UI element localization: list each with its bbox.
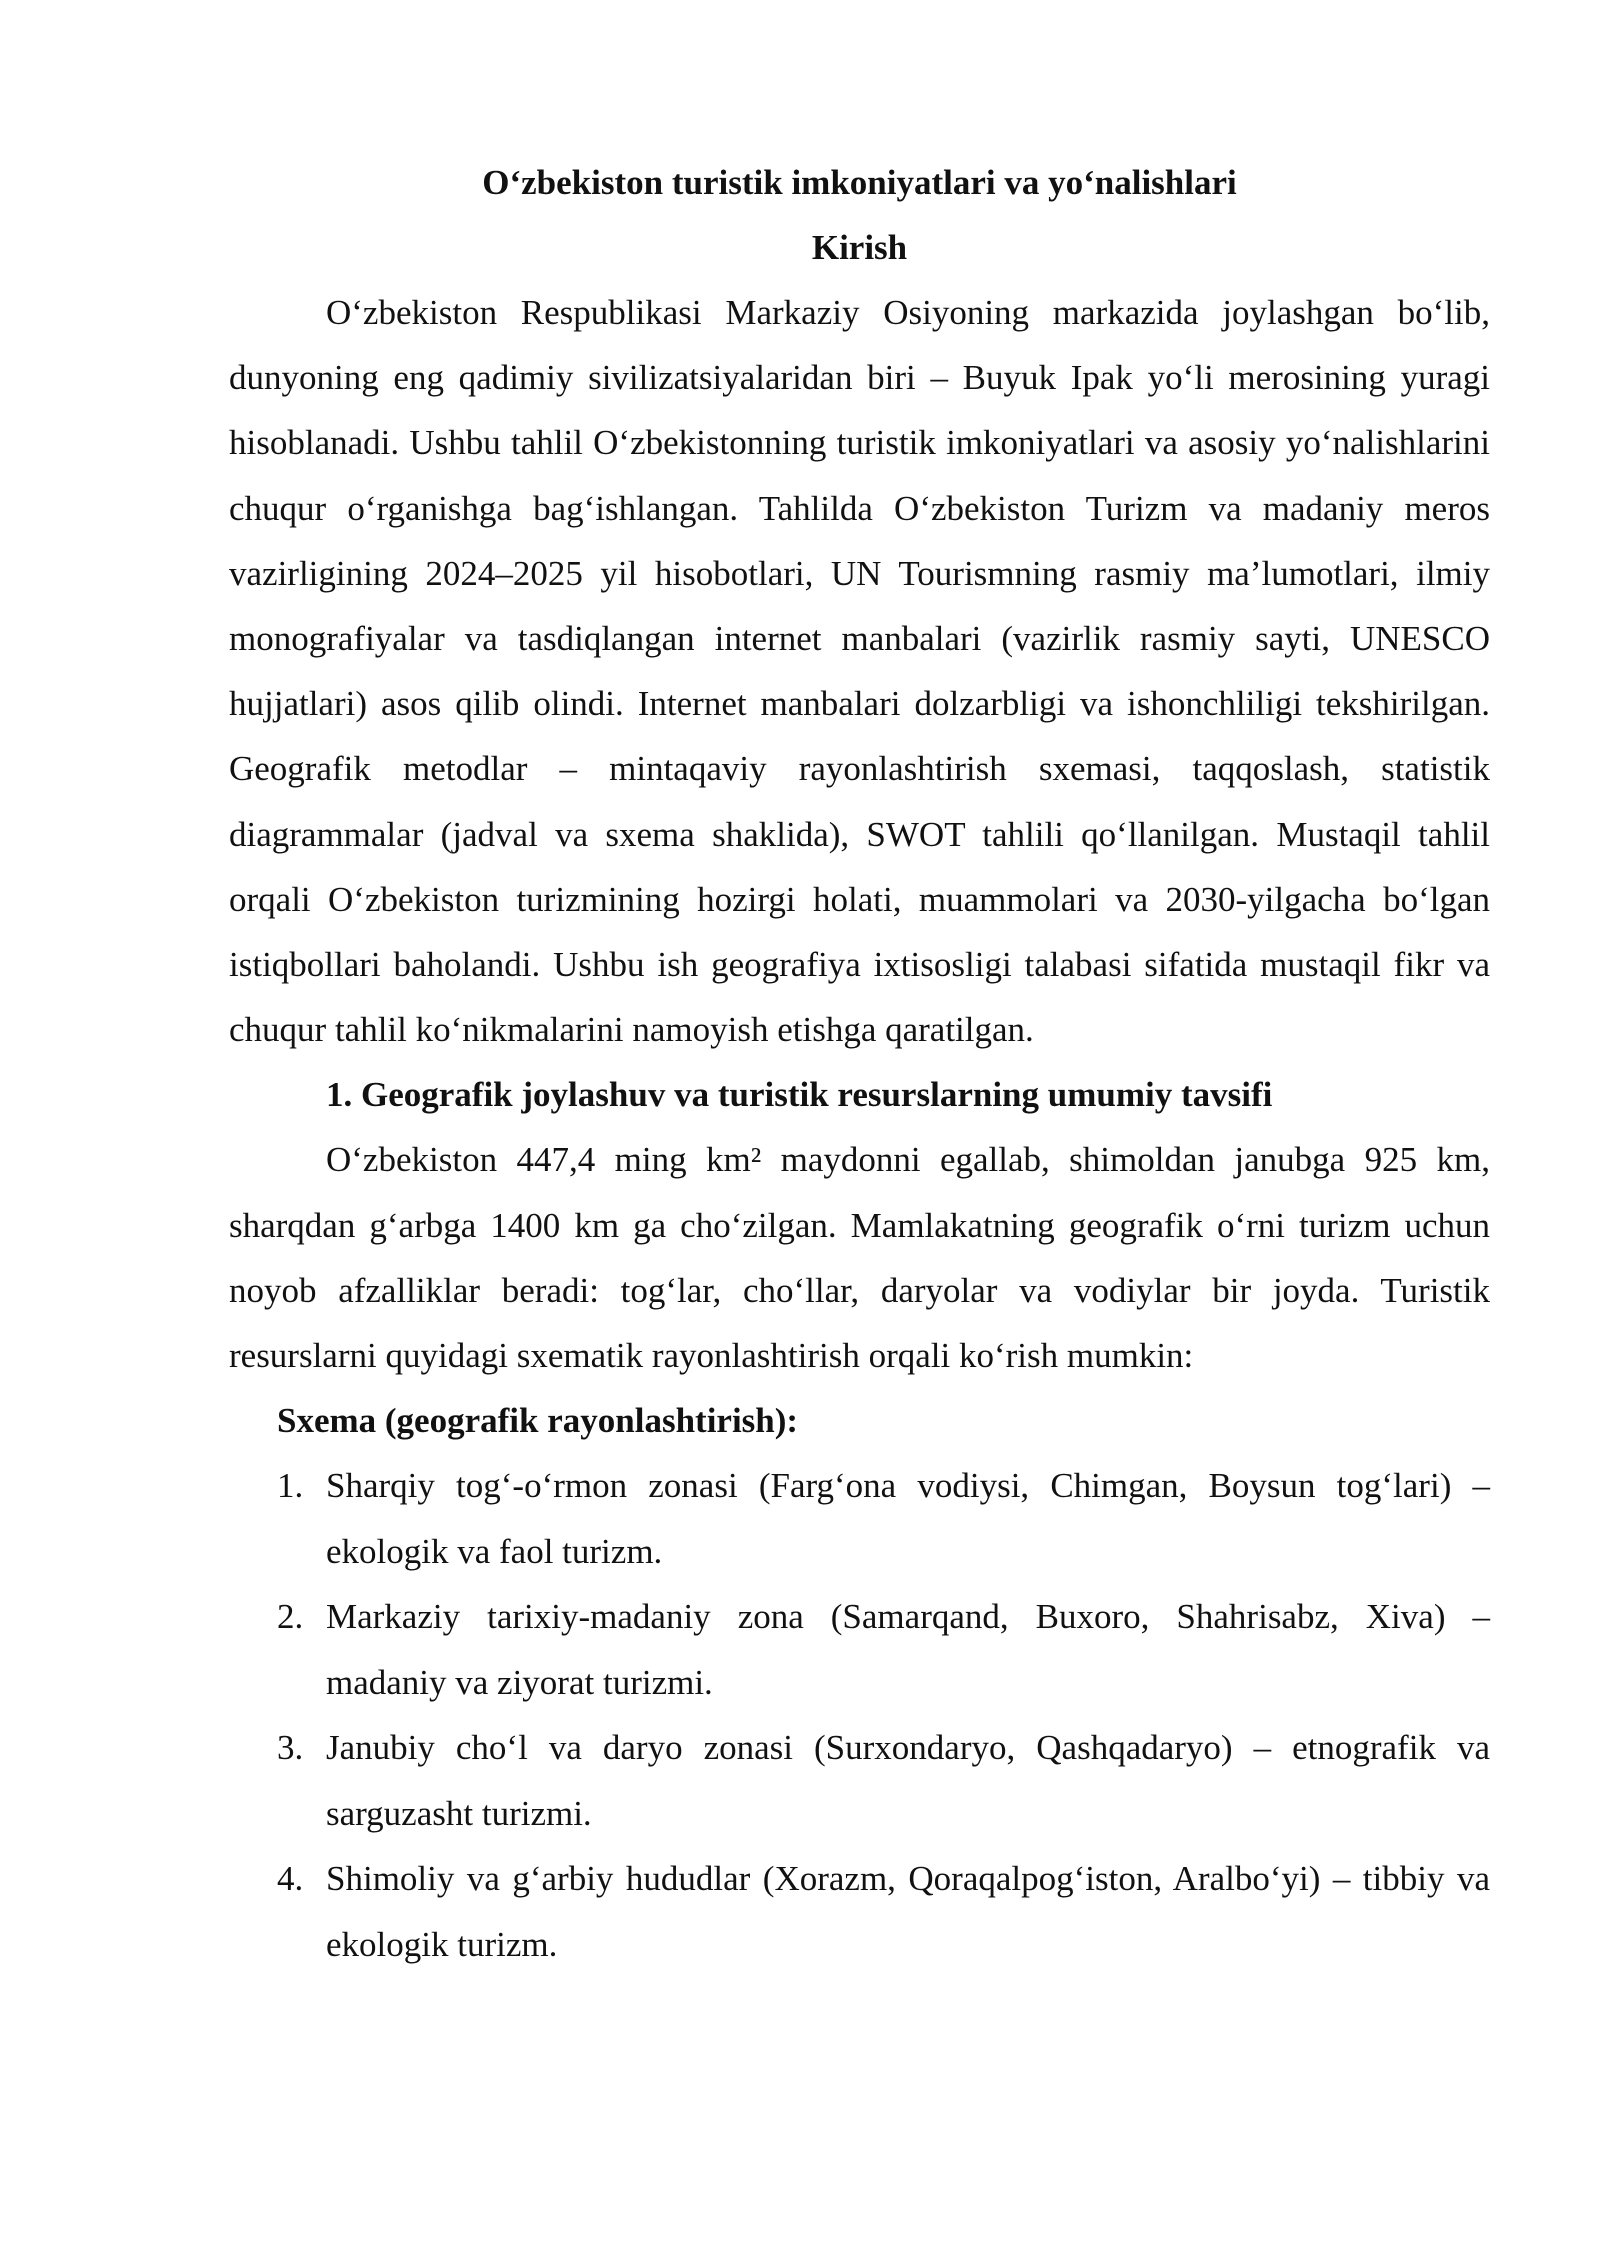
document-title: O‘zbekiston turistik imkoniyatlari va yo‘nalishlari: [482, 163, 1237, 202]
schema-item-4: [229, 1846, 1490, 1977]
schema-item-number: 1.: [277, 1466, 304, 1506]
schema-list: [229, 1453, 1490, 1977]
intro-paragraph: O‘zbekiston Respublikasi Markaziy Osiyoning markazida joylashgan bo‘lib, dunyoning eng qadimiy sivilizatsiyalaridan biri – Buyuk Ipak yo‘li merosining yuragi hisoblanadi. Ushbu tahlil O‘zbekistonning turistik imkoniyatlari va asosiy yo‘nalishlarini chuqur o‘rganishga bag‘ishlangan. Tahlilda O‘zbekiston Turizm va madaniy meros vazirligining 2024–2025 yil hisobotlari, UN Tourismning rasmiy ma’lumotlari, ilmiy monografiyalar va tasdiqlangan internet manbalari (vazirlik rasmiy sayti, UNESCO hujjatlari) asos qilib olindi. Internet manbalari dolzarbligi va ishonchliligi tekshirilgan. Geografik metodlar – mintaqaviy rayonlashtirish sxemasi, taqqoslash, statistik diagrammalar (jadval va sxema shaklida), SWOT tahlili qo‘llanilgan. Mustaqil tahlil orqali O‘zbekiston turizmining hozirgi holati, muammolari va 2030-yilgacha bo‘lgan istiqbollari baholandi. Ushbu ish geografiya ixtisosligi talabasi sifatida mustaqil fikr va chuqur tahlil ko‘nikmalarini namoyish etishga qaratilgan.: [229, 293, 1490, 1050]
schema-item-text: Shimoliy va g‘arbiy hududlar (Xorazm, Qoraqalpog‘iston, Aralbo‘yi) – tibbiy va ekologik turizm.: [326, 1859, 1490, 1964]
schema-item-text: Janubiy cho‘l va daryo zonasi (Surxondaryo, Qashqadaryo) – etnografik va sarguzasht turizmi.: [326, 1728, 1490, 1833]
schema-heading: Sxema (geografik rayonlashtirish):: [277, 1401, 799, 1441]
schema-item-text: Markaziy tarixiy-madaniy zona (Samarqand, Buxoro, Shahrisabz, Xiva) – madaniy va ziyorat turizmi.: [326, 1597, 1490, 1702]
schema-item-number: 2.: [277, 1597, 304, 1637]
schema-item-2: [229, 1584, 1490, 1715]
section-1-heading: 1. Geografik joylashuv va turistik resurslarning umumiy tavsifi: [326, 1075, 1273, 1115]
section-1-paragraph: O‘zbekiston 447,4 ming km² maydonni egallab, shimoldan janubga 925 km, sharqdan g‘arbga 1400 km ga cho‘zilgan. Mamlakatning geografik o‘rni turizm uchun noyob afzalliklar beradi: tog‘lar, cho‘llar, daryolar va vodiylar bir joyda. Turistik resurslarni quyidagi sxematik rayonlashtirish orqali ko‘rish mumkin:: [229, 1140, 1490, 1376]
schema-item-text: Sharqiy tog‘-o‘rmon zonasi (Farg‘ona vodiysi, Chimgan, Boysun tog‘lari) – ekologik va faol turizm.: [326, 1466, 1490, 1571]
schema-item-3: [229, 1715, 1490, 1846]
schema-item-1: [229, 1453, 1490, 1584]
intro-heading: Kirish: [811, 228, 908, 267]
schema-item-number: 3.: [277, 1728, 304, 1768]
document-page: [229, 150, 1490, 1977]
schema-item-number: 4.: [277, 1859, 304, 1899]
